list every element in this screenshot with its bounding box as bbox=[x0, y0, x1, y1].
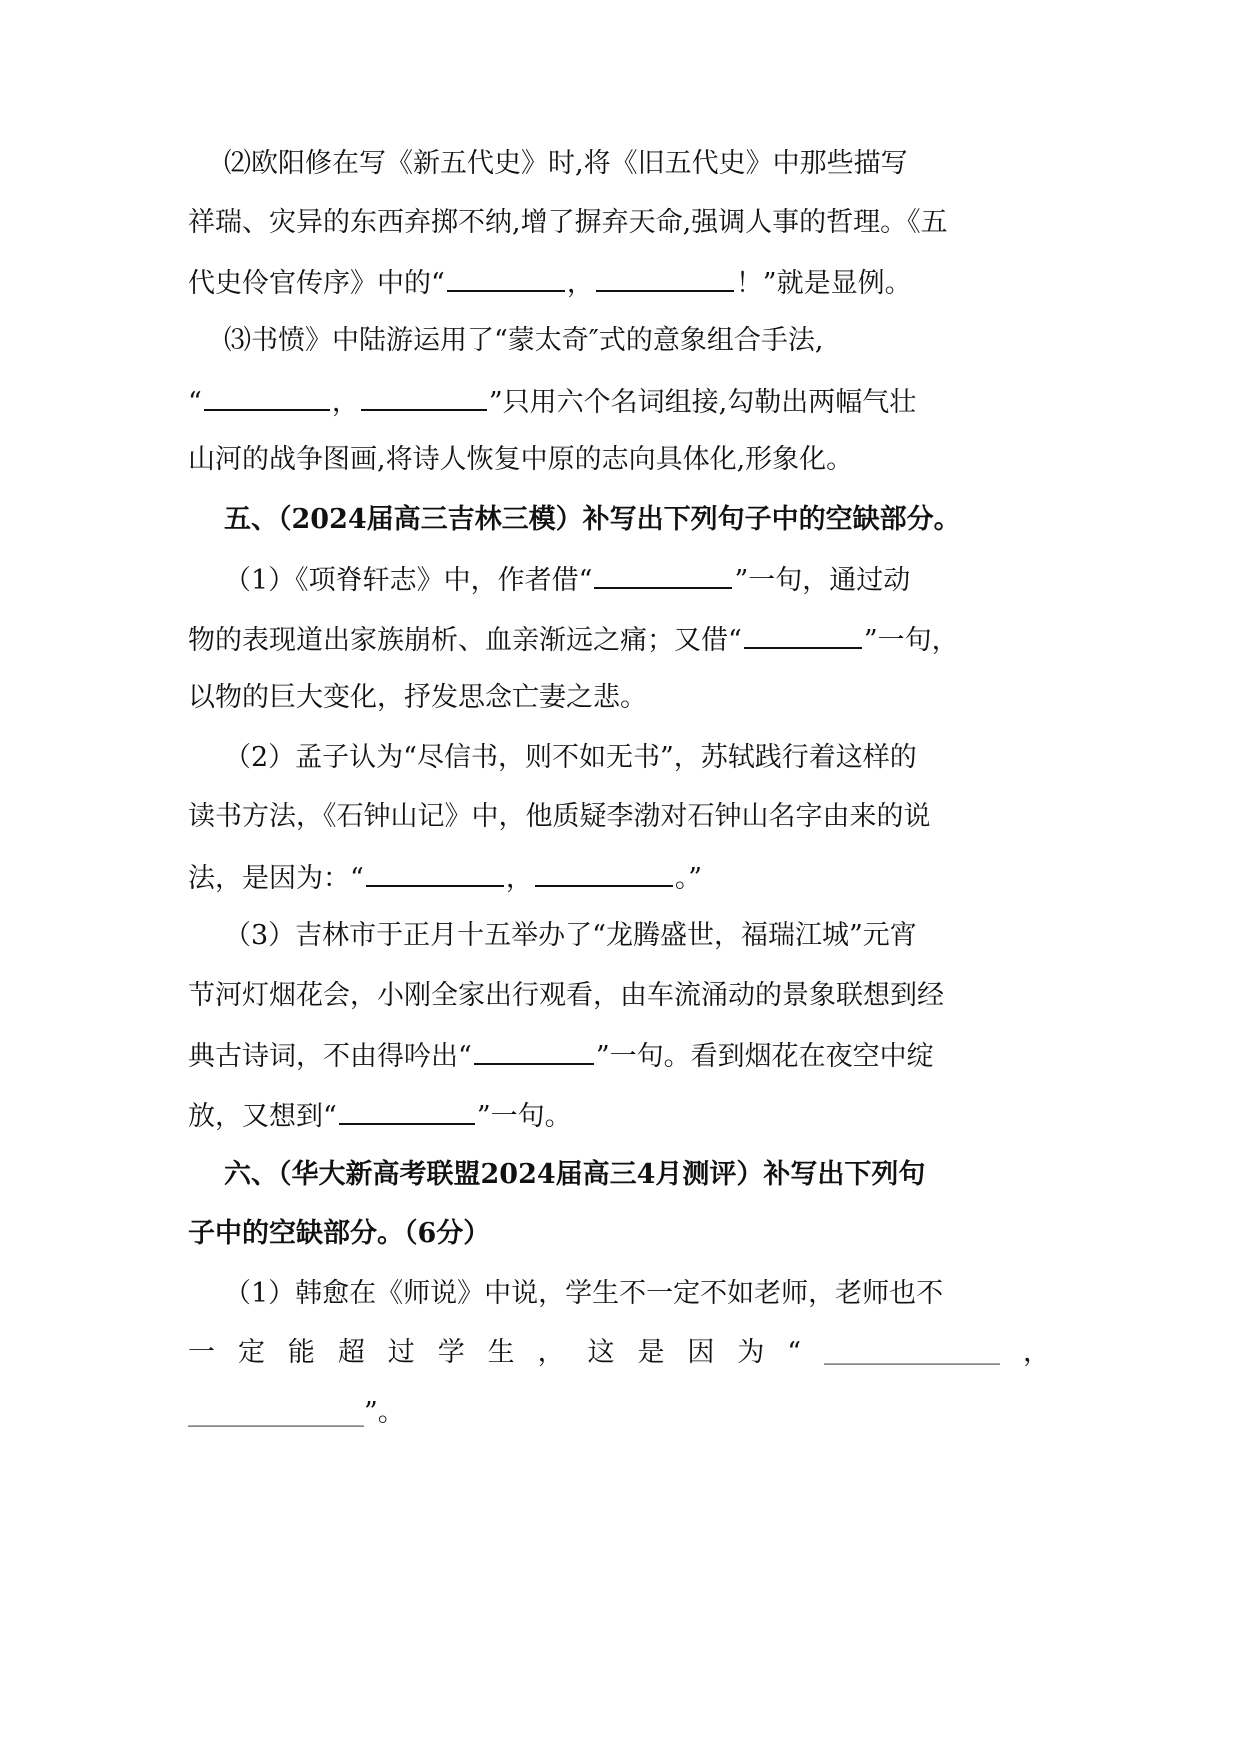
char: 超 bbox=[337, 1337, 365, 1368]
answer-blank[interactable] bbox=[596, 264, 734, 292]
q5-item1-line3: 以物的巨大变化，抒发思念亡妻之悲。 bbox=[188, 682, 647, 713]
text-fragment: ”一句。看到烟花在夜空中绽 bbox=[595, 1041, 934, 1072]
q4-item3-line2 bbox=[188, 383, 1050, 421]
answer-blank[interactable] bbox=[535, 859, 673, 887]
text-fragment: ， bbox=[331, 387, 359, 418]
text-fragment: （1）《项脊轩志》中，作者借“ bbox=[224, 565, 593, 596]
answer-blank[interactable] bbox=[339, 1097, 475, 1125]
text-fragment: 代史伶官传序》中的“ bbox=[188, 268, 445, 299]
char: 一 bbox=[188, 1337, 215, 1368]
q6-item1-line1: （1）韩愈在《师说》中说，学生不一定不如老师，老师也不 bbox=[224, 1278, 944, 1309]
q5-item3-line4 bbox=[188, 1097, 1050, 1135]
q5-item2-line3 bbox=[188, 859, 1050, 897]
char: ， bbox=[537, 1337, 565, 1368]
text-fragment: 。” bbox=[674, 863, 703, 894]
q5-item3-line2: 节河灯烟花会，小刚全家出行观看，由车流涌动的景象联想到经 bbox=[188, 980, 944, 1011]
char: 过 bbox=[387, 1337, 415, 1368]
text-fragment: ， bbox=[566, 268, 594, 299]
q6-item1-line2 bbox=[188, 1335, 1050, 1371]
text-fragment: ”一句。 bbox=[476, 1101, 572, 1132]
text-fragment: 物的表现道出家族崩析、血亲渐远之痛；又借“ bbox=[188, 625, 742, 656]
char: 是 bbox=[637, 1337, 665, 1368]
q6-item1-line3 bbox=[188, 1395, 1050, 1433]
q4-item2-line3 bbox=[188, 264, 1050, 302]
q5-item1-line2 bbox=[188, 621, 1050, 659]
q5-heading: 五、（2024届高三吉林三模）补写出下列句子中的空缺部分。 bbox=[224, 504, 961, 535]
q4-item2-line1: ⑵欧阳修在写《新五代史》时,将《旧五代史》中那些描写 bbox=[224, 148, 908, 179]
text-fragment: ”只用六个名词组接,勾勒出两幅气壮 bbox=[488, 387, 917, 418]
text-fragment: ， bbox=[505, 863, 533, 894]
q5-item1-line1 bbox=[224, 561, 1050, 599]
char: 这 bbox=[587, 1337, 615, 1368]
char: 为 bbox=[737, 1337, 765, 1368]
answer-blank-underscores[interactable]: ________________ bbox=[188, 1402, 364, 1427]
text-fragment: ”一句，通过动 bbox=[734, 565, 911, 596]
text-fragment: 法，是因为：“ bbox=[188, 863, 364, 894]
q4-item3-line3: 山河的战争图画,将诗人恢复中原的志向具体化,形象化。 bbox=[188, 444, 854, 475]
char: ， bbox=[1022, 1337, 1050, 1368]
q4-item2-line2: 祥瑞、灾异的东西弃掷不纳,增了摒弃天命,强调人事的哲理。《五 bbox=[188, 207, 948, 238]
answer-blank[interactable] bbox=[474, 1037, 594, 1065]
q6-heading-line2: 子中的空缺部分。（6分） bbox=[188, 1218, 491, 1249]
q4-item3-line1: ⑶书愤》中陆游运用了“蒙太奇″式的意象组合手法, bbox=[224, 325, 824, 356]
char: 生 bbox=[487, 1337, 515, 1368]
answer-blank[interactable] bbox=[447, 264, 565, 292]
answer-blank[interactable] bbox=[361, 383, 487, 411]
text-fragment: 典古诗词，不由得吟出“ bbox=[188, 1041, 472, 1072]
char: 学 bbox=[437, 1337, 465, 1368]
q5-item2-line2: 读书方法，《石钟山记》中，他质疑李渤对石钟山名字由来的说 bbox=[188, 801, 931, 832]
answer-blank[interactable] bbox=[744, 621, 862, 649]
text-fragment: ”一句， bbox=[863, 625, 959, 656]
answer-blank-underscores[interactable]: ________________ bbox=[824, 1340, 1000, 1365]
text-fragment: “ bbox=[188, 387, 202, 418]
text-fragment: ！”就是显例。 bbox=[735, 268, 912, 299]
text-fragment: ”。 bbox=[364, 1397, 405, 1428]
q5-item3-line3 bbox=[188, 1037, 1050, 1075]
q5-item2-line1: （2）孟子认为“尽信书，则不如无书”，苏轼践行着这样的 bbox=[224, 742, 917, 773]
char: 定 bbox=[237, 1337, 265, 1368]
char: 因 bbox=[687, 1337, 715, 1368]
answer-blank[interactable] bbox=[594, 561, 732, 589]
q5-item3-line1: （3）吉林市于正月十五举办了“龙腾盛世，福瑞江城”元宵 bbox=[224, 920, 917, 951]
answer-blank[interactable] bbox=[204, 383, 330, 411]
q6-heading-line1: 六、（华大新高考联盟2024届高三4月测评）补写出下列句 bbox=[224, 1159, 926, 1190]
char: “ bbox=[787, 1337, 802, 1368]
answer-blank[interactable] bbox=[366, 859, 504, 887]
char: 能 bbox=[287, 1337, 315, 1368]
text-fragment: 放，又想到“ bbox=[188, 1101, 337, 1132]
